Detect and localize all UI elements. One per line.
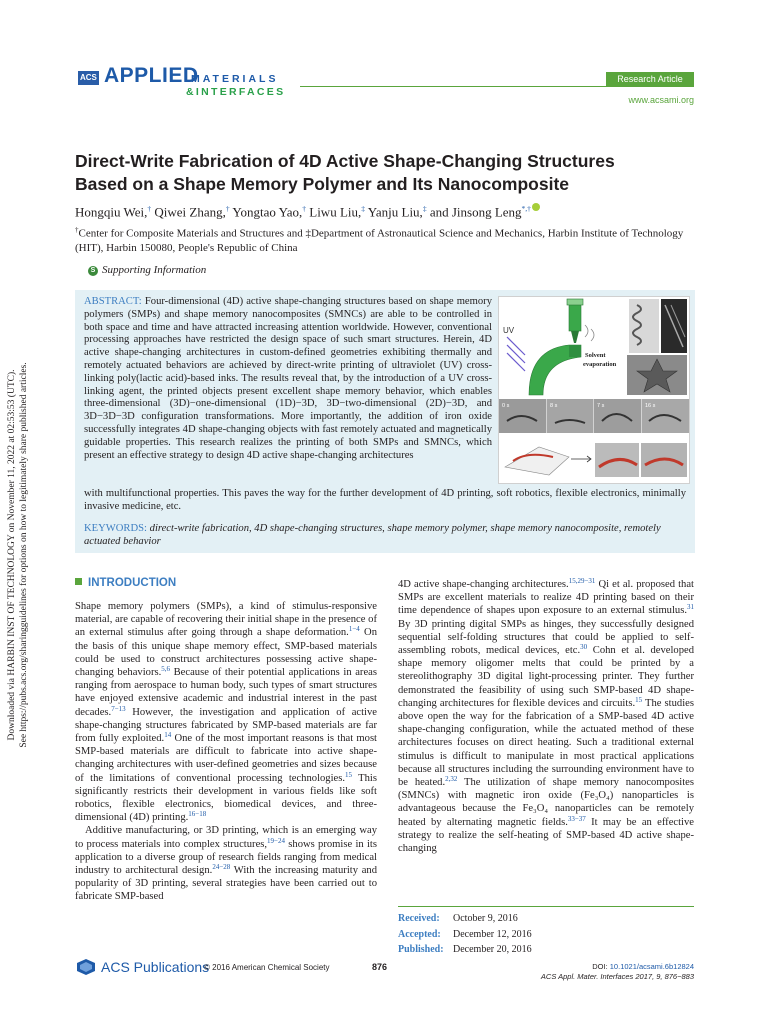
intro-paragraph-1 <box>75 600 377 824</box>
body-text: It may be an effective strategy to realize the self-heating of SMP-based 4D active shape-changing <box>398 816 695 855</box>
author-affiliation-mark: † <box>302 204 306 213</box>
body-text: shows promise in its application to a diverse group of research fields ranging from medical industry to architectural design. <box>75 838 377 877</box>
date-label: Published: <box>398 944 444 955</box>
reference-link[interactable]: 16−18 <box>188 810 207 819</box>
nozzle-shape <box>569 303 581 331</box>
reference-link[interactable]: 14 <box>164 731 172 740</box>
date-row <box>398 911 694 927</box>
download-side-note <box>6 225 30 885</box>
doi-link[interactable]: 10.1021/acsami.6b12824 <box>609 962 694 971</box>
time-sequence-strip <box>499 399 689 433</box>
reference-link[interactable]: 19−24 <box>267 836 285 845</box>
body-text: The studies above open the way for the fabrication of a SMP-based 4D active shape-changing configuration, while the actuated method of these architectures focuses on direct heating. Such a traditional external stimulus is difficult to manipulate in most practical applications because all structures including the surrounding environment have to be heated. <box>398 697 694 789</box>
affiliation-mark: † <box>75 226 79 234</box>
journal-logo[interactable] <box>78 66 298 102</box>
reference-link[interactable]: 30 <box>580 643 588 652</box>
toc-graphic-svg <box>499 297 689 483</box>
article-title <box>75 150 695 196</box>
supporting-info-icon: S <box>88 266 98 276</box>
doi-block <box>520 962 694 982</box>
page-number: 876 <box>372 962 388 972</box>
reference-link[interactable]: 15,29−31 <box>568 577 596 585</box>
reference-link[interactable]: 31 <box>687 603 694 612</box>
abstract-body: Four-dimensional (4D) active shape-changing structures based on shape memory polymers (SMPs) and shape memory nanocomposites (SMNCs) are able to be controlled in both space and time and have attracted increasing attention worldwide. However, conventional processing approaches have restricted the design space of such smart structures. Herein, 4D active shape-changing architectures in custom-defined geometries exhibiting thermally and remotely actuated behaviors are achieved by direct-write printing of ultraviolet (UV) cross-linking poly(lactic acid)-based inks. The results reveal that, by the introduction of a UV cross-linking agent, the printed objects present excellent shape memory behavior, which enables three-dimensional (3D)−one-dimensional (1D)−3D, 3D−two-dimensional (2D)−3D, and 3D−3D−3D configuration transformations. More importantly, the addition of iron oxide successfully integrates 4D shape-changing objects with fast remotely actuated and magnetically guidable properties. This research realizes the printing of both SMPs and SMNCs, which present an effective strategy to design 4D active shape-changing architectures <box>84 296 492 461</box>
author-affiliation-mark: † <box>147 204 152 213</box>
date-row <box>398 942 694 958</box>
date-label: Received: <box>398 913 440 924</box>
evaporation-label: evaporation <box>583 361 617 368</box>
journal-materials: MATERIALS <box>191 73 279 85</box>
reference-link[interactable]: 33−37 <box>567 814 586 823</box>
date-value: December 12, 2016 <box>453 928 532 940</box>
date-value: October 9, 2016 <box>453 913 518 924</box>
body-text: One of the most important reasons is that most SMP-based materials are difficult to fabricate into active shape-changing architectures with user-defined geometries and sizes because of the limitations of conventional processing technologies. <box>75 733 378 784</box>
header-rule <box>300 86 606 87</box>
keywords <box>84 522 686 548</box>
side-note-line2[interactable]: See https://pubs.acs.org/sharingguidelines for options on how to legitimately share published articles. <box>19 362 29 748</box>
body-text: Additive manufacturing, or 3D printing, which is an emerging way to process materials into complex structures, <box>75 825 377 850</box>
acs-publications-logo[interactable] <box>75 958 209 976</box>
body-text: The utilization of shape memory nanocomposites (SMNCs) with magnetic iron oxide (Fe₃O₄) nanoparticles is advantageous because the Fe₃O₄ nanoparticles can be remotely heated by alternating magnetic fields. <box>398 777 694 828</box>
abstract-tail: with multifunctional properties. This paves the way for the further development of 4D printing, soft robotics, flexible electronics, minimally invasive medicine, etc. <box>84 488 686 512</box>
intro-right-column <box>398 578 694 855</box>
keywords-list: direct-write fabrication, 4D shape-changing structures, shape memory polymer, shape memory nanocomposite, remotely actuated behavior <box>84 523 661 547</box>
article-type-badge: Research Article <box>606 72 694 87</box>
body-text: Qi et al. proposed that SMPs are excellent materials to realize 4D printing based on their time dependence of shapes upon exposure to an external stimulus. <box>398 579 694 617</box>
title-line1: Direct-Write Fabrication of 4D Active Shape-Changing Structures <box>75 151 615 171</box>
intro-paragraph-3 <box>398 578 694 855</box>
intro-left-column <box>75 600 377 904</box>
helix-photo <box>629 299 659 353</box>
author-name[interactable]: Yanju Liu, <box>367 204 423 220</box>
keywords-label: KEYWORDS: <box>84 523 147 534</box>
body-text: This significantly restricts their development in various fields like soft robotics, flexible electronics, biomedical devices, and three-dimensional (4D) printing. <box>75 772 377 824</box>
reference-link[interactable]: 15 <box>635 695 643 704</box>
time-label-1: 0 s <box>502 403 510 409</box>
body-text: However, the investigation and application of active shape-changing structures fabricated by SMP-based materials are far from fully exploited. <box>75 706 377 745</box>
reference-link[interactable]: 2,32 <box>445 775 458 784</box>
intro-paragraph-2 <box>75 824 377 903</box>
intro-heading <box>75 577 176 589</box>
intro-heading-text: INTRODUCTION <box>88 577 177 589</box>
author-name[interactable]: Liwu Liu, <box>309 204 362 220</box>
reference-link[interactable]: 15 <box>345 770 353 779</box>
publication-dates <box>398 906 694 958</box>
journal-url-link[interactable]: www.acsami.org <box>628 95 694 105</box>
reference-link[interactable]: 24−28 <box>212 863 231 872</box>
author-affiliation-mark: *,† <box>521 204 531 213</box>
body-text: Because of their potential applications in areas ranging from aerospace to human body, such types of smart structures have enjoyed extensive academic and industrial interest in the past decades. <box>75 667 377 718</box>
reference-link[interactable]: 7−13 <box>111 704 126 713</box>
supporting-info-link[interactable] <box>88 264 206 276</box>
acs-badge: ACS <box>78 71 99 85</box>
publisher-name: ACS Publications <box>101 959 210 975</box>
body-text: Shape memory polymers (SMPs), a kind of stimulus-responsive material, are capable of recovering their initial shape in the presence of an external stimulus after going through a shape deformation. <box>75 601 377 639</box>
section-bullet-icon <box>75 578 82 585</box>
acs-hexagon-icon <box>75 958 97 976</box>
author-name[interactable]: and Jinsong Leng <box>429 204 522 220</box>
body-text: 4D active shape-changing architectures. <box>398 579 569 590</box>
copyright: © 2016 American Chemical Society <box>204 963 330 972</box>
body-text: On the basis of this unique shape memory effect, SMP-based materials could be used to construct architectures possessing active shape-changing behaviors. <box>75 627 377 679</box>
citation: ACS Appl. Mater. Interfaces 2017, 9, 876−883 <box>540 972 694 981</box>
affiliation <box>75 223 695 255</box>
author-name[interactable]: Qiwei Zhang, <box>154 204 226 220</box>
author-list <box>75 200 695 221</box>
author-affiliation-mark: ‡ <box>422 204 427 213</box>
uv-label: UV <box>503 326 515 335</box>
solvent-label: Solvent <box>585 352 606 359</box>
body-text: With the increasing maturity and popularity of 3D printing, several strategies have been carried out to fabricate SMP-based <box>75 865 377 903</box>
author-name[interactable]: Hongqiu Wei, <box>75 204 148 220</box>
journal-interfaces: &INTERFACES <box>186 86 286 98</box>
date-row <box>398 927 694 943</box>
affiliation-text: Center for Composite Materials and Structures and ‡Department of Astronautical Science and Mechanics, Harbin Institute of Technology (HIT), Harbin 150080, People's Republic of China <box>75 227 684 254</box>
time-label-2: 8 s <box>550 403 558 409</box>
date-value: December 20, 2016 <box>453 944 532 955</box>
body-text: Cohn et al. developed shape memory oligomer melts that could be printed by a stereolithography 3D digital light-processing printer. They further demonstrated the feasibility of using such SMP-based 4D shape-changing architectures for flexible devices and circuits. <box>398 645 694 709</box>
reference-link[interactable]: 5,6 <box>161 665 171 674</box>
side-note-line1: Downloaded via HARBIN INST OF TECHNOLOGY on November 11, 2022 at 02:53:53 (UTC). <box>7 369 17 741</box>
toc-graphic <box>498 296 690 484</box>
abstract-text <box>84 296 492 462</box>
reference-link[interactable]: 1−4 <box>348 625 360 634</box>
date-label: Accepted: <box>398 928 441 940</box>
orcid-icon[interactable] <box>532 203 540 211</box>
supporting-info-label: Supporting Information <box>102 264 207 276</box>
time-label-3: 7 s <box>597 403 605 409</box>
author-affiliation-mark: † <box>225 204 230 213</box>
author-name[interactable]: Yongtao Yao, <box>232 204 303 220</box>
body-text: By 3D printing digital SMPs as hinges, they successfully designed sequential self-folding structures that could be applied to self-assembling robots, medical devices, etc. <box>398 618 694 657</box>
doi-prefix: DOI: <box>592 962 610 971</box>
author-affiliation-mark: ‡ <box>361 204 365 213</box>
time-label-4: 16 s <box>645 403 656 409</box>
abstract-label: ABSTRACT: <box>84 296 142 307</box>
journal-applied: APPLIED <box>104 64 199 87</box>
title-line2: Based on a Shape Memory Polymer and Its Nanocomposite <box>75 174 570 194</box>
